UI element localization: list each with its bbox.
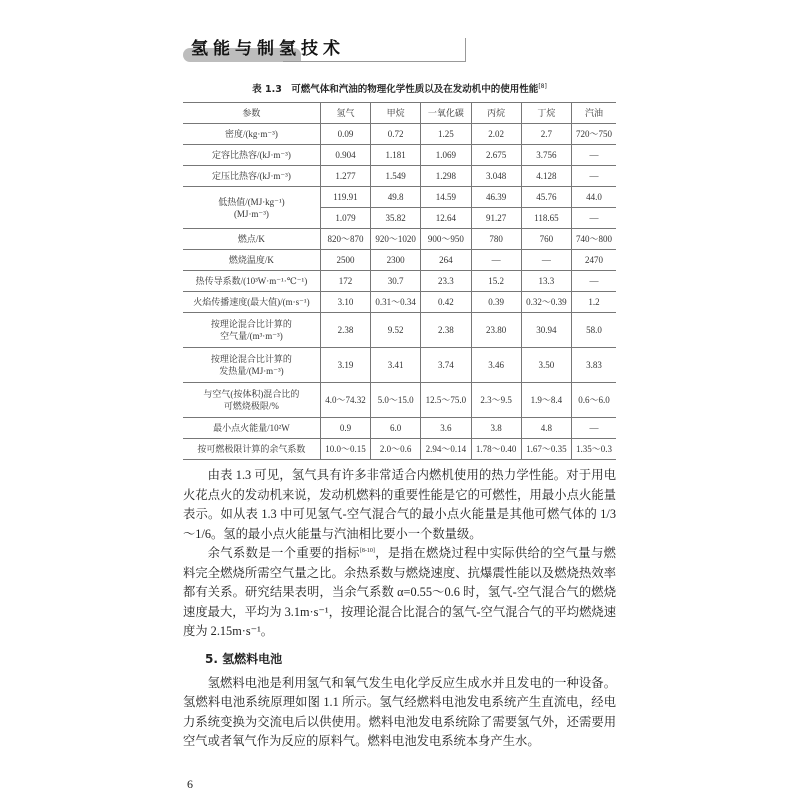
table-cell: 4.128: [521, 166, 571, 187]
table-cell: 3.41: [371, 348, 421, 383]
table-cell: 3.756: [521, 145, 571, 166]
table-cell: —: [521, 250, 571, 271]
table-cell: 4.0～74.32: [320, 383, 370, 418]
table-cell: 0.904: [320, 145, 370, 166]
table-row: [183, 313, 616, 348]
section-heading: 5. 氢燃料电池: [205, 651, 283, 666]
table-cell: 3.8: [471, 418, 521, 439]
row-label-line: (MJ·m⁻³): [233, 208, 269, 219]
table-cell: —: [572, 208, 617, 229]
table-cell: 3.46: [471, 348, 521, 383]
row-label-line: 定压比热容/(kJ·m⁻³): [211, 171, 291, 182]
table-cell: —: [471, 250, 521, 271]
header-rule-end: [465, 38, 466, 62]
table-cell: 44.0: [572, 187, 617, 208]
column-header: 汽油: [572, 103, 617, 124]
row-label-line: 可燃烧极限/%: [223, 401, 279, 412]
table-cell: 920～1020: [371, 229, 421, 250]
body-text-2: [183, 674, 616, 752]
table-cell: 172: [320, 271, 370, 292]
table-cell: 30.94: [521, 313, 571, 348]
row-label: [183, 348, 320, 383]
caption-text: 表 1.3 可燃气体和汽油的物理化学性质以及在发动机中的使用性能: [252, 84, 539, 96]
column-header: 甲烷: [371, 103, 421, 124]
table-cell: 2500: [320, 250, 370, 271]
table-cell: 3.83: [572, 348, 617, 383]
table-cell: 12.5～75.0: [421, 383, 471, 418]
table-cell: 820～870: [320, 229, 370, 250]
properties-table: [183, 102, 616, 460]
table-cell: 900～950: [421, 229, 471, 250]
table-cell: 118.65: [521, 208, 571, 229]
table-row: [183, 250, 616, 271]
row-label-line: 按理论混合比计算的: [210, 354, 292, 365]
table-row: [183, 229, 616, 250]
row-label: [183, 271, 320, 292]
row-label-line: 按理论混合比计算的: [210, 319, 292, 330]
table-cell: 2300: [371, 250, 421, 271]
row-label-line: 燃烧温度/K: [228, 255, 274, 266]
row-label: [183, 229, 320, 250]
table-row: [183, 383, 616, 418]
table-cell: 1.25: [421, 124, 471, 145]
row-label-line: 与空气(按体积)混合比的: [203, 389, 300, 400]
column-header: 丙烷: [471, 103, 521, 124]
running-header: [183, 38, 466, 62]
paragraph: [183, 544, 616, 642]
row-label: [183, 250, 320, 271]
table-row: [183, 145, 616, 166]
table-cell: 1.069: [421, 145, 471, 166]
table-row: [183, 271, 616, 292]
column-header: 一氧化碳: [421, 103, 471, 124]
table-cell: 0.9: [320, 418, 370, 439]
table-cell: 119.91: [320, 187, 370, 208]
row-label-line: 空气量/(m³·m⁻³): [220, 331, 283, 342]
row-label-line: 热传导系数/(10³W·m⁻¹·℃⁻¹): [195, 276, 308, 287]
table-row: [183, 418, 616, 439]
table-cell: 0.32～0.39: [521, 292, 571, 313]
table-cell: 2.675: [471, 145, 521, 166]
table-cell: 6.0: [371, 418, 421, 439]
row-label: [183, 418, 320, 439]
row-label: [183, 383, 320, 418]
row-label: [183, 439, 320, 460]
table-cell: 15.2: [471, 271, 521, 292]
table-cell: 45.76: [521, 187, 571, 208]
table-cell: 3.6: [421, 418, 471, 439]
table-cell: 720～750: [572, 124, 617, 145]
row-label-line: 低热值/(MJ·kg⁻¹): [218, 196, 285, 207]
table-cell: —: [572, 418, 617, 439]
table-cell: 0.6～6.0: [572, 383, 617, 418]
table-cell: 1.079: [320, 208, 370, 229]
table-row: [183, 124, 616, 145]
table-cell: 2.38: [320, 313, 370, 348]
table-cell: 0.31～0.34: [371, 292, 421, 313]
row-label: [183, 145, 320, 166]
book-title: 氢能与制氢技术: [191, 39, 345, 59]
row-label: [183, 187, 320, 229]
table-cell: 0.72: [371, 124, 421, 145]
table-cell: 780: [471, 229, 521, 250]
table-cell: 0.39: [471, 292, 521, 313]
table-row: [183, 439, 616, 460]
paragraph: 氢燃料电池是利用氢气和氧气发生电化学反应生成水并且发电的一种设备。氢燃料电池系统原理如图 1.1 所示。氢气经燃料电池发电系统产生直流电，经电力系统变换为交流电后以供使用。燃料电池发电系统除了需要氢气外，还需要用空气或者氧气作为反应的原料气。燃料电池发电系统本身产生水。: [183, 675, 616, 749]
table-cell: 2.0～0.6: [371, 439, 421, 460]
table-row: [183, 166, 616, 187]
citation: [8-10]: [359, 548, 375, 555]
row-label-line: 定容比热容/(kJ·m⁻³): [211, 150, 291, 161]
table-cell: 2.3～9.5: [471, 383, 521, 418]
table-cell: —: [572, 145, 617, 166]
table-cell: 91.27: [471, 208, 521, 229]
table-cell: 1.35～0.3: [572, 439, 617, 460]
table-cell: 2.7: [521, 124, 571, 145]
table-row: [183, 292, 616, 313]
table-cell: 2470: [572, 250, 617, 271]
column-header: 丁烷: [521, 103, 571, 124]
table-cell: 12.64: [421, 208, 471, 229]
page-number: 6: [187, 776, 193, 791]
column-header: 参数: [183, 103, 320, 124]
table-cell: 2.38: [421, 313, 471, 348]
table-cell: —: [572, 166, 617, 187]
table-cell: 30.7: [371, 271, 421, 292]
row-label: [183, 313, 320, 348]
row-label-line: 密度/(kg·m⁻³): [224, 129, 278, 140]
table-cell: 35.82: [371, 208, 421, 229]
table-cell: —: [572, 271, 617, 292]
table-cell: 1.67～0.35: [521, 439, 571, 460]
table-cell: 1.2: [572, 292, 617, 313]
text: 余气系数是一个重要的指标: [207, 546, 360, 561]
text: ，是指在燃烧过程中实际供给的空气量与燃料完全燃烧所需空气量之比。余热系数与燃烧速度、抗爆震性能以及燃烧热效率都有关系。研究结果表明，当余气系数 α=0.55～0.6 时，氢气-空气混合气的燃烧速度最大，平均为 3.1m·s⁻¹，按理论混合比混合的氢气-空气混合气的平均燃烧速度为 2.15m·s⁻¹。: [183, 546, 616, 639]
table-cell: 1.78～0.40: [471, 439, 521, 460]
table-cell: 760: [521, 229, 571, 250]
paragraph: 由表 1.3 可见，氢气具有许多非常适合内燃机使用的热力学性能。对于用电火花点火的发动机来说，发动机燃料的重要性能是它的可燃性，用最小点火能量表示。如从表 1.3 中可见氢气-空气混合气的最小点火能量是其他可燃气体的 1/3～1/6。氢的最小点火能量与汽油相比要小一个数量级。: [183, 468, 616, 541]
table-cell: 23.80: [471, 313, 521, 348]
table-cell: 3.74: [421, 348, 471, 383]
table-cell: 49.8: [371, 187, 421, 208]
table-cell: 3.10: [320, 292, 370, 313]
table-cell: 46.39: [471, 187, 521, 208]
table-cell: 264: [421, 250, 471, 271]
table-cell: 0.09: [320, 124, 370, 145]
table-cell: 3.19: [320, 348, 370, 383]
row-label: [183, 124, 320, 145]
body-text-1: [183, 466, 616, 642]
table-cell: 58.0: [572, 313, 617, 348]
row-label-line: 按可燃极限计算的余气系数: [197, 444, 306, 455]
row-label-line: 发热量/(MJ·m⁻³): [219, 366, 284, 377]
table-cell: 23.3: [421, 271, 471, 292]
caption-reference: [8]: [538, 83, 547, 90]
column-header: 氢气: [320, 103, 370, 124]
table-cell: 740～800: [572, 229, 617, 250]
header-rule: [283, 61, 466, 62]
table-cell: 4.8: [521, 418, 571, 439]
table-cell: 2.94～0.14: [421, 439, 471, 460]
table-cell: 1.298: [421, 166, 471, 187]
table-cell: 13.3: [521, 271, 571, 292]
table-header-row: [183, 103, 616, 124]
table-cell: 5.0～15.0: [371, 383, 421, 418]
table-cell: 0.42: [421, 292, 471, 313]
table-cell: 10.0～0.15: [320, 439, 370, 460]
row-label-line: 最小点火能量/10²W: [213, 423, 290, 434]
table-cell: 14.59: [421, 187, 471, 208]
table-row: [183, 348, 616, 383]
table-cell: 3.048: [471, 166, 521, 187]
row-label-line: 燃点/K: [237, 234, 265, 245]
table-row: [183, 187, 616, 208]
row-label-line: 火焰传播速度(最大值)/(m·s⁻¹): [193, 297, 310, 308]
row-label: [183, 166, 320, 187]
row-label: [183, 292, 320, 313]
table-caption: [183, 80, 616, 97]
table-cell: 1.181: [371, 145, 421, 166]
table-cell: 9.52: [371, 313, 421, 348]
table-cell: 3.50: [521, 348, 571, 383]
table-cell: 1.9～8.4: [521, 383, 571, 418]
table-cell: 1.277: [320, 166, 370, 187]
page-content: [183, 38, 616, 792]
table-cell: 1.549: [371, 166, 421, 187]
table-cell: 2.02: [471, 124, 521, 145]
